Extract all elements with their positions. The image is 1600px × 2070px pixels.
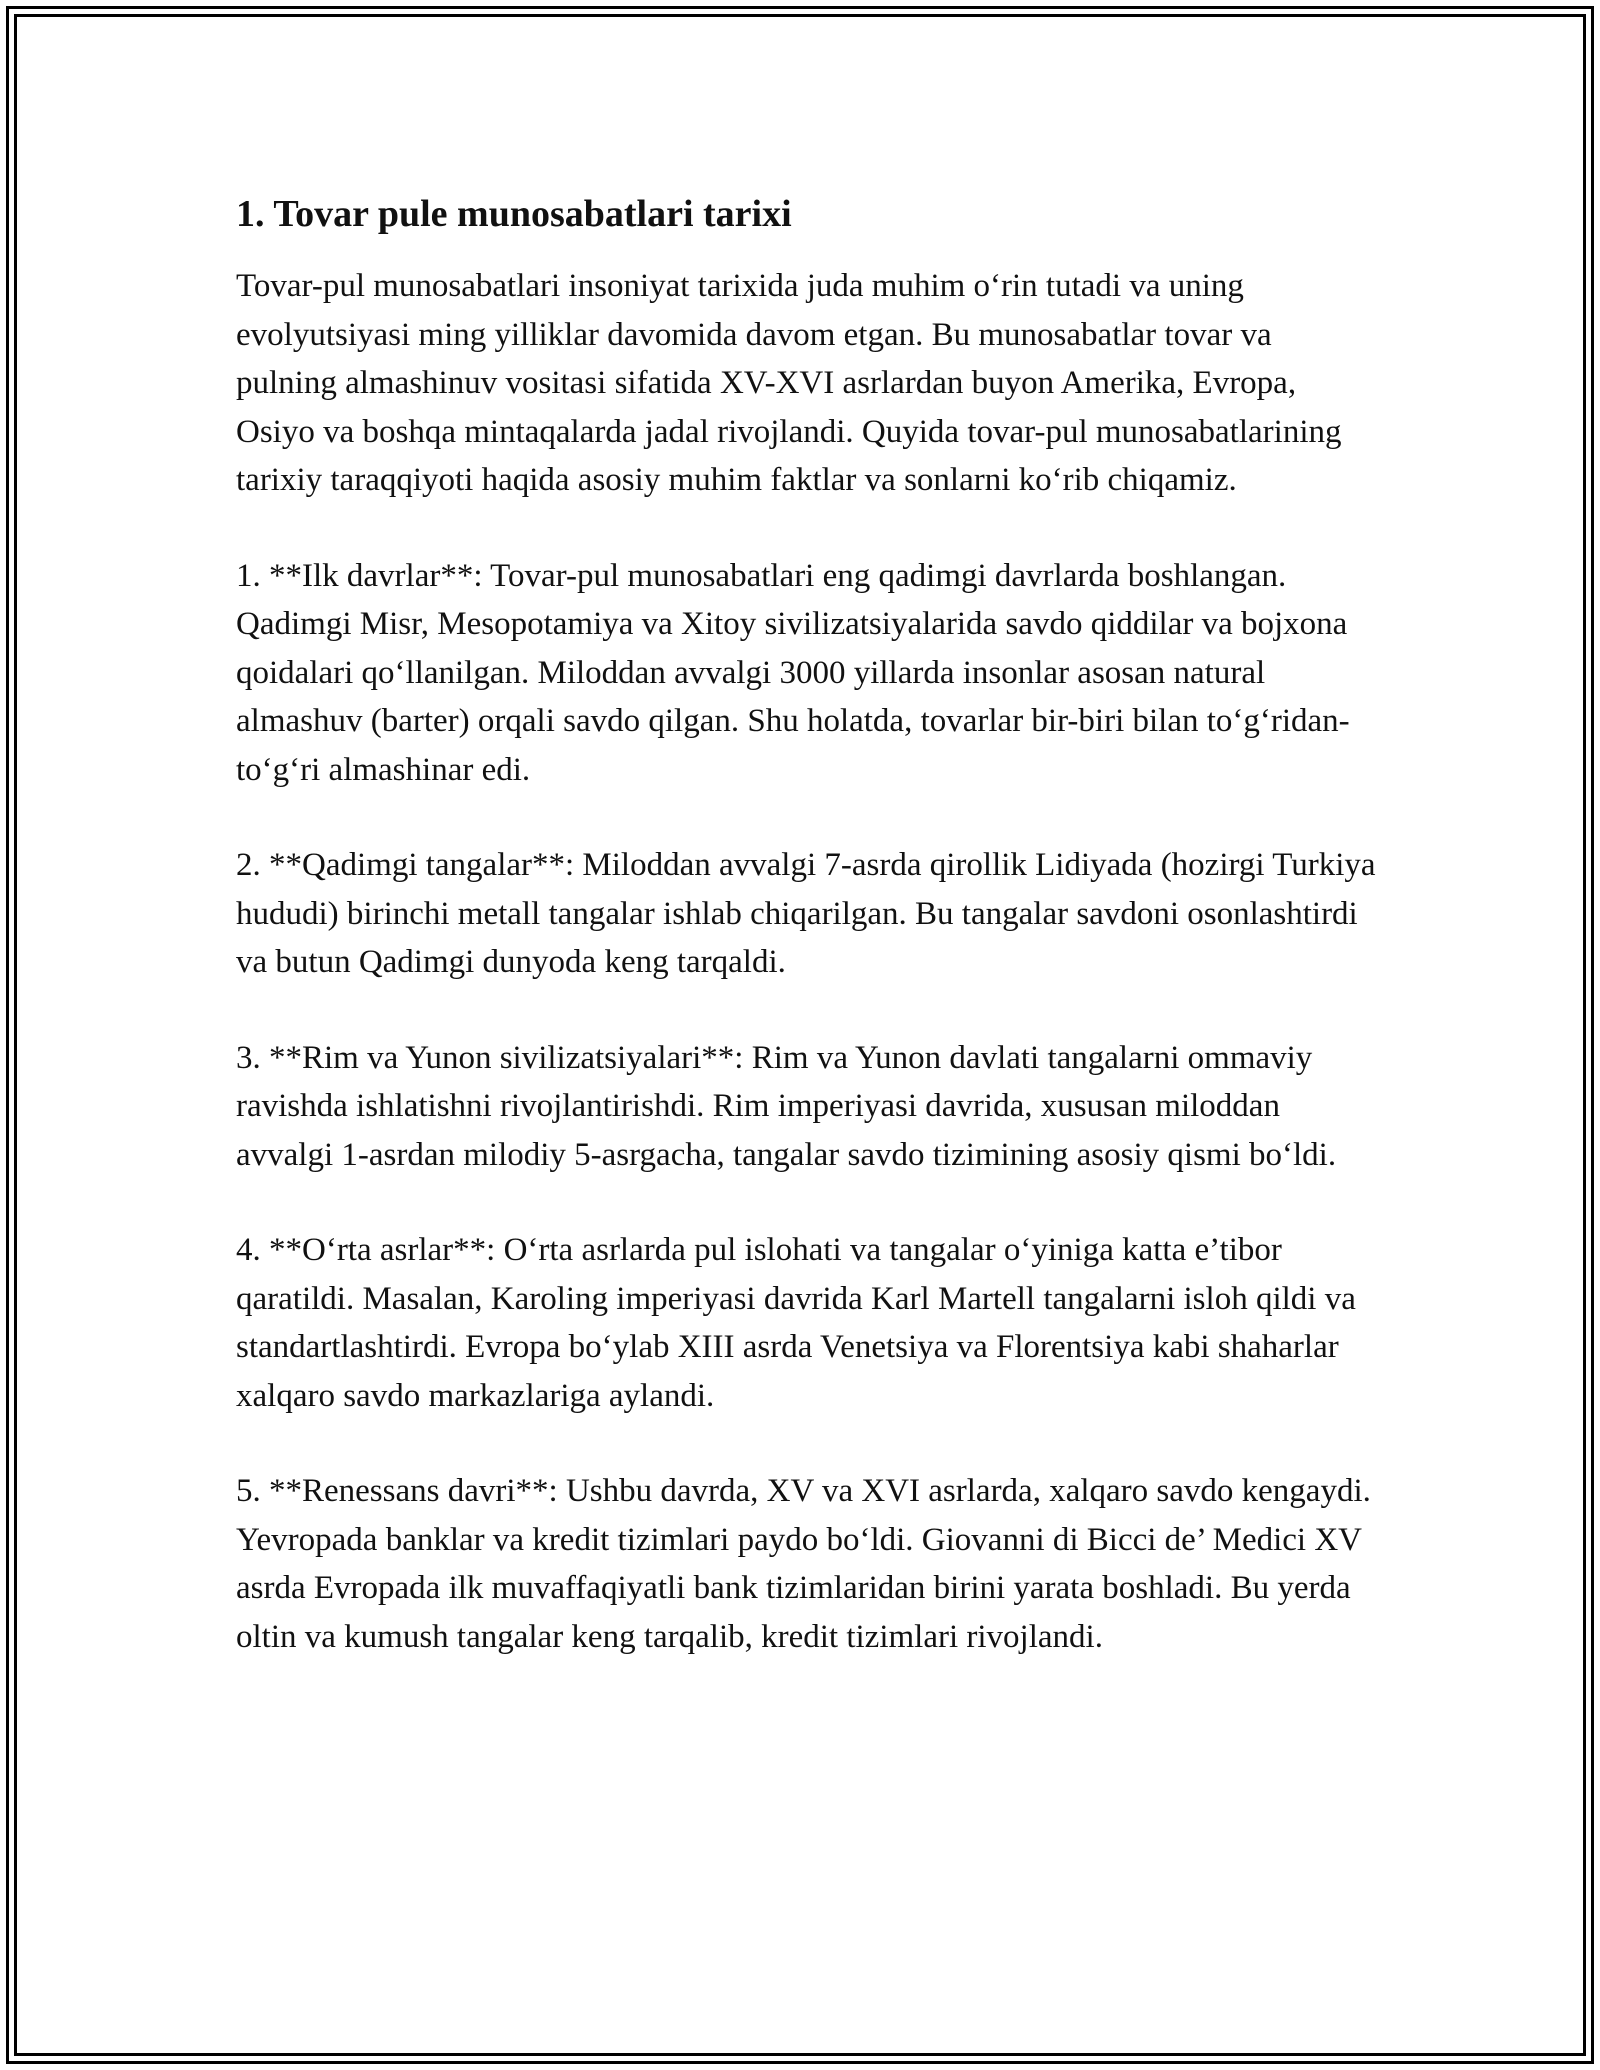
paragraph-renaissance: 5. **Renessans davri**: Ushbu davrda, XV va XVI asrlarda, xalqaro savdo kengaydi. Yevropada banklar va kredit tizimlari paydo bo‘ldi. Giovanni di Bicci de’ Medici XV asrda Evropada ilk muvaffaqiyatli bank tizimlaridan birini yarata boshladi. Bu yerda oltin va kumush tangalar keng tarqalib, kredit tizimlari rivojlandi.	[236, 1473, 1371, 1655]
document-title: 1. Tovar pule munosabatlari tarixi	[236, 193, 792, 235]
paragraph-early-periods: 1. **Ilk davrlar**: Tovar-pul munosabatlari eng qadimgi davrlarda boshlangan. Qadimgi Misr, Mesopotamiya va Xitoy sivilizatsiyalarida savdo qiddilar va bojxona qoidalari qo‘llanilgan. Miloddan avvalgi 3000 yillarda insonlar asosan natural almashuv (barter) orqali savdo qilgan. Shu holatda, tovarlar bir-biri bilan to‘g‘ridan-to‘g‘ri almashinar edi.	[236, 557, 1350, 788]
paragraph-intro: Tovar-pul munosabatlari insoniyat tarixida juda muhim o‘rin tutadi va uning evolyutsiyasi ming yilliklar davomida davom etgan. Bu munosabatlar tovar va pulning almashinuv vositasi sifatida XV-XVI asrlardan buyon Amerika, Evropa, Osiyo va boshqa mintaqalarda jadal rivojlandi. Quyida tovar-pul munosabatlarining tarixiy taraqqiyoti haqida asosiy muhim faktlar va sonlarni ko‘rib chiqamiz.	[236, 268, 1342, 498]
document-body	[236, 188, 1376, 1708]
paragraph-middle-ages: 4. **O‘rta asrlar**: O‘rta asrlarda pul islohati va tangalar o‘yiniga katta e’tibor qaratildi. Masalan, Karoling imperiyasi davrida Karl Martell tangalarni isloh qildi va standartlashtirdi. Evropa bo‘ylab XIII asrda Venetsiya va Florentsiya kabi shaharlar xalqaro savdo markazlariga aylandi.	[236, 1232, 1356, 1414]
paragraph-rome-greece: 3. **Rim va Yunon sivilizatsiyalari**: Rim va Yunon davlati tangalarni ommaviy ravishda ishlatishni rivojlantirishdi. Rim imperiyasi davrida, xususan miloddan avvalgi 1-asrdan milodiy 5-asrgacha, tangalar savdo tizimining asosiy qismi bo‘ldi.	[236, 1039, 1337, 1173]
paragraph-ancient-coins: 2. **Qadimgi tangalar**: Miloddan avvalgi 7-asrda qirollik Lidiyada (hozirgi Turkiya hududi) birinchi metall tangalar ishlab chiqarilgan. Bu tangalar savdoni osonlashtirdi va butun Qadimgi dunyoda keng tarqaldi.	[236, 847, 1376, 980]
